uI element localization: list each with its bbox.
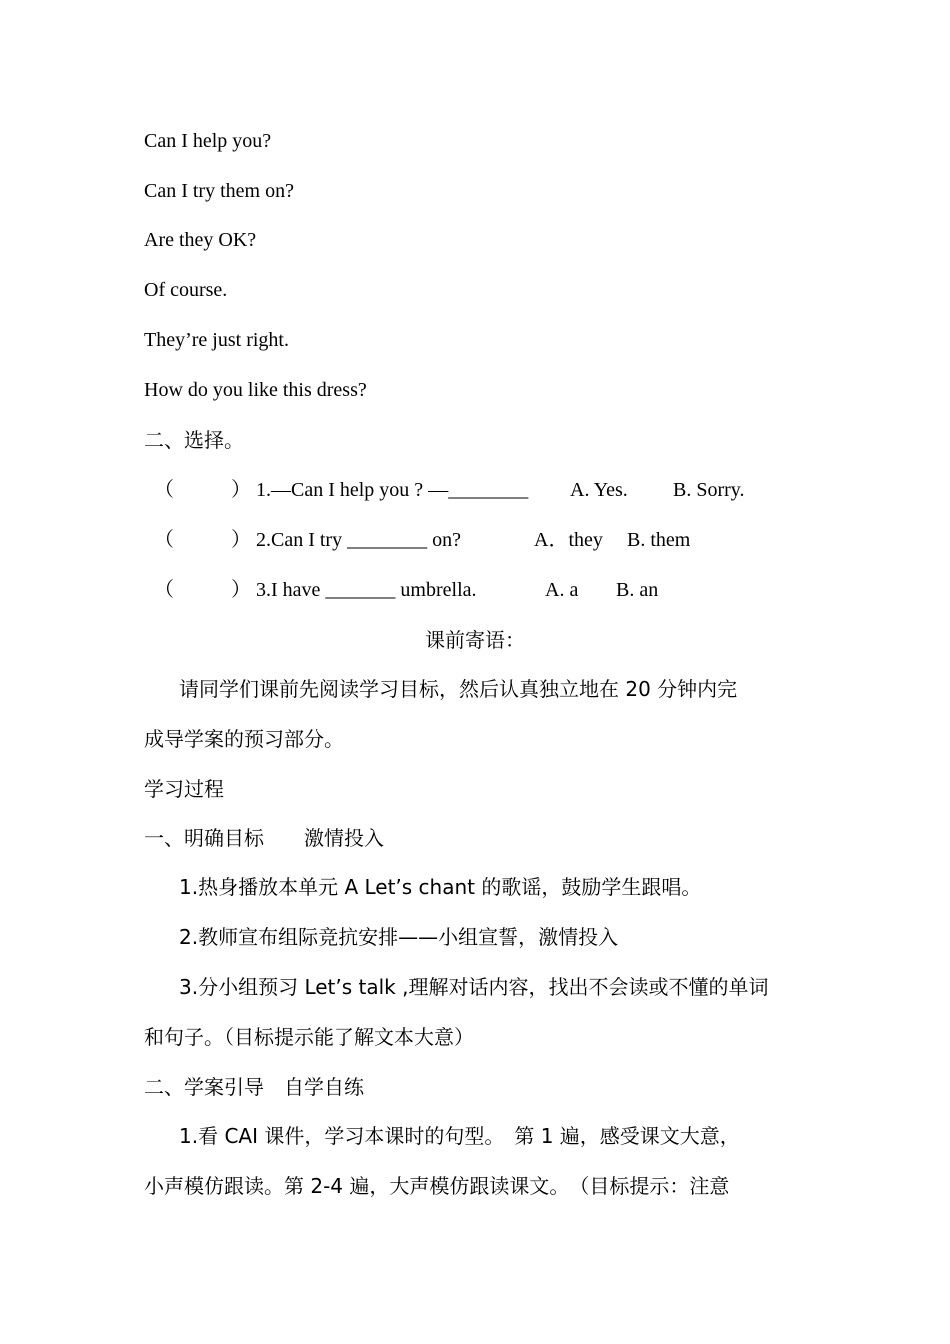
phrase-line: They’re just right. xyxy=(144,329,289,351)
question-stem: 3.I have _______ umbrella. xyxy=(256,579,477,601)
phrase-line: Are they OK? xyxy=(144,229,257,251)
question-1 xyxy=(144,476,810,504)
phrase-line: Can I help you? xyxy=(144,130,272,152)
answer-paren-close: ） xyxy=(231,529,251,551)
option-a: A. a xyxy=(545,579,579,601)
option-a: A．they xyxy=(534,529,603,551)
option-a: A. Yes. xyxy=(570,479,628,501)
question-stem: 2.Can I try ________ on? xyxy=(256,529,461,551)
option-b: B. them xyxy=(627,529,691,551)
question-2 xyxy=(144,526,810,554)
answer-paren-open: （ xyxy=(154,579,174,601)
step2-item: 1.看 CAI 课件，学习本课时的句型。 第 1 遍，感受课文大意， xyxy=(179,1124,740,1148)
section-choice-heading: 二、选择。 xyxy=(144,428,244,452)
phrase-line: Of course. xyxy=(144,279,228,301)
step2-heading: 二、学案引导 自学自练 xyxy=(144,1075,364,1099)
step1-item: 3.分小组预习 Let’s talk ,理解对话内容，找出不会读或不懂的单词 xyxy=(179,975,769,999)
option-b: B. Sorry. xyxy=(673,479,745,501)
option-b: B. an xyxy=(616,579,659,601)
step1-item-continued: 和句子。（目标提示能了解文本大意） xyxy=(144,1025,474,1049)
step2-item-continued: 小声模仿跟读。第 2-4 遍，大声模仿跟读课文。 （目标提示：注意 xyxy=(144,1174,730,1198)
step1-heading: 一、明确目标 激情投入 xyxy=(144,826,384,850)
pre-class-text: 请同学们课前先阅读学习目标，然后认真独立地在 20 分钟内完 xyxy=(179,677,738,701)
step1-item: 1.热身播放本单元 A Let’s chant 的歌谣，鼓励学生跟唱。 xyxy=(179,875,702,899)
phrase-line: Can I try them on? xyxy=(144,180,294,202)
phrase-line: How do you like this dress? xyxy=(144,379,367,401)
answer-paren-close: ） xyxy=(231,579,251,601)
pre-class-title: 课前寄语： xyxy=(425,628,525,652)
answer-paren-open: （ xyxy=(154,529,174,551)
question-stem: 1.—Can I help you ? —________ xyxy=(256,479,529,501)
answer-paren-open: （ xyxy=(154,479,174,501)
pre-class-text-continued: 成导学案的预习部分。 xyxy=(144,727,344,751)
question-3 xyxy=(144,576,810,604)
process-title: 学习过程 xyxy=(144,777,224,801)
answer-paren-close: ） xyxy=(231,479,251,501)
step1-item: 2.教师宣布组际竞抗安排——小组宣誓，激情投入 xyxy=(179,925,619,949)
